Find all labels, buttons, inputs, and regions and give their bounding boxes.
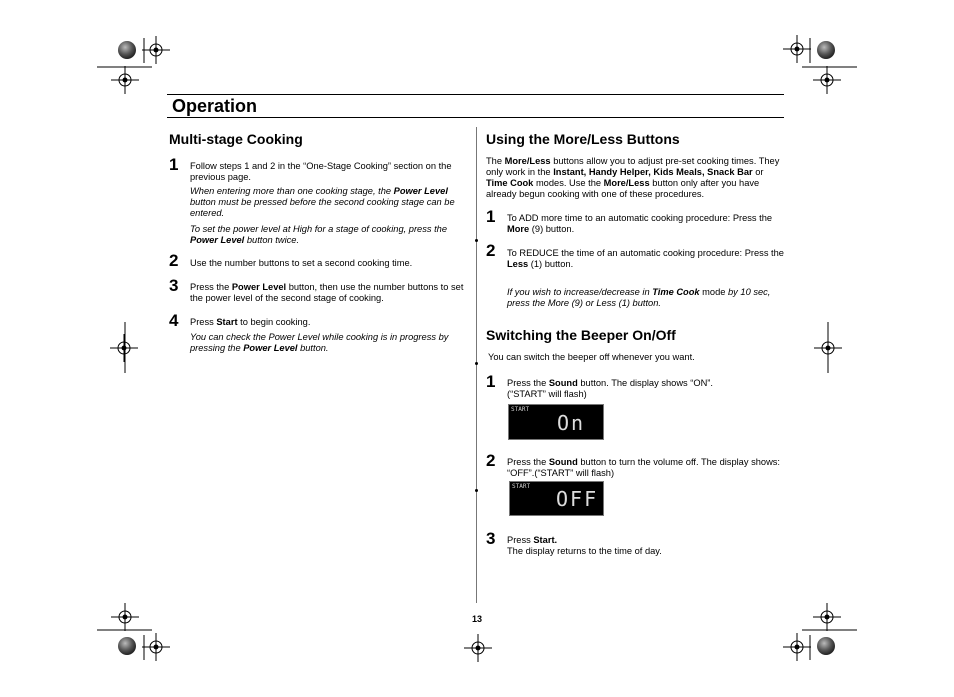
color-ball-icon — [817, 637, 835, 655]
column-divider — [476, 127, 477, 603]
multistage-heading: Multi-stage Cooking — [169, 131, 303, 147]
step-number: 3 — [169, 276, 179, 295]
step-number: 3 — [486, 529, 496, 548]
color-ball-icon — [118, 637, 136, 655]
step-text: Press the Sound button to turn the volume off. The display shows: “OFF”.(“START” will flash) — [507, 457, 781, 478]
bullet-dot — [475, 239, 478, 242]
bullet-dot — [475, 489, 478, 492]
step-text: Press the Power Level button, then use the number buttons to set the power level of the second stage of cooking. — [190, 282, 464, 303]
beeper-heading: Switching the Beeper On/Off — [486, 327, 676, 343]
note-text: If you wish to increase/decrease in Time Cook mode by 10 sec, press the More (9) or Less (1) button. — [507, 287, 771, 308]
color-ball-icon — [817, 41, 835, 59]
beeper-intro: You can switch the beeper off whenever you want. — [488, 352, 695, 362]
step-number: 1 — [486, 207, 496, 226]
header-bottom-rule — [167, 117, 784, 118]
more-less-heading: Using the More/Less Buttons — [486, 131, 680, 147]
bullet-dot — [475, 362, 478, 365]
note-text: When entering more than one cooking stage, the Power Level button must be pressed before the second cooking stage can be entered. — [190, 186, 455, 218]
step-number: 1 — [486, 372, 496, 391]
step-number: 2 — [486, 451, 496, 470]
step-text: To ADD more time to an automatic cooking procedure: Press the More (9) button. — [507, 213, 773, 234]
header-top-rule — [167, 94, 784, 95]
note-text: You can check the Power Level while cooking is in progress by pressing the Power Level button. — [190, 332, 449, 353]
display-on-text: On — [557, 411, 586, 435]
step-number: 2 — [486, 241, 496, 260]
display-start-indicator: START — [511, 406, 530, 413]
display-start-indicator: START — [512, 483, 531, 490]
display-off — [509, 481, 604, 516]
note-text: To set the power level at High for a stage of cooking, press the Power Level button twice. — [190, 224, 448, 245]
display-on — [508, 404, 604, 440]
color-ball-icon — [118, 41, 136, 59]
more-less-intro: The More/Less buttons allow you to adjust pre-set cooking times. They only work in the Instant, Handy Helper, Kids Meals, Snack Bar or Time Cook modes. Use the More/Less button only after you have already begun cooking with one of these procedures. — [486, 156, 780, 199]
step-text: Follow steps 1 and 2 in the “One-Stage Cooking” section on the previous page. — [190, 161, 452, 182]
step-text: To REDUCE the time of an automatic cooking procedure: Press the Less (1) button. — [507, 248, 784, 269]
page-number: 13 — [472, 614, 483, 624]
step-number: 4 — [169, 311, 179, 330]
step-text: Use the number buttons to set a second cooking time. — [190, 258, 413, 268]
step-text: Press the Sound button. The display shows “ON”. (“START” will flash) — [507, 378, 713, 399]
step-text: Press Start. The display returns to the time of day. — [507, 535, 662, 556]
step-number: 1 — [169, 155, 179, 174]
step-number: 2 — [169, 251, 179, 270]
step-text: Press Start to begin cooking. — [190, 317, 311, 327]
section-title: Operation — [172, 96, 258, 116]
display-off-text: OFF — [556, 487, 599, 511]
